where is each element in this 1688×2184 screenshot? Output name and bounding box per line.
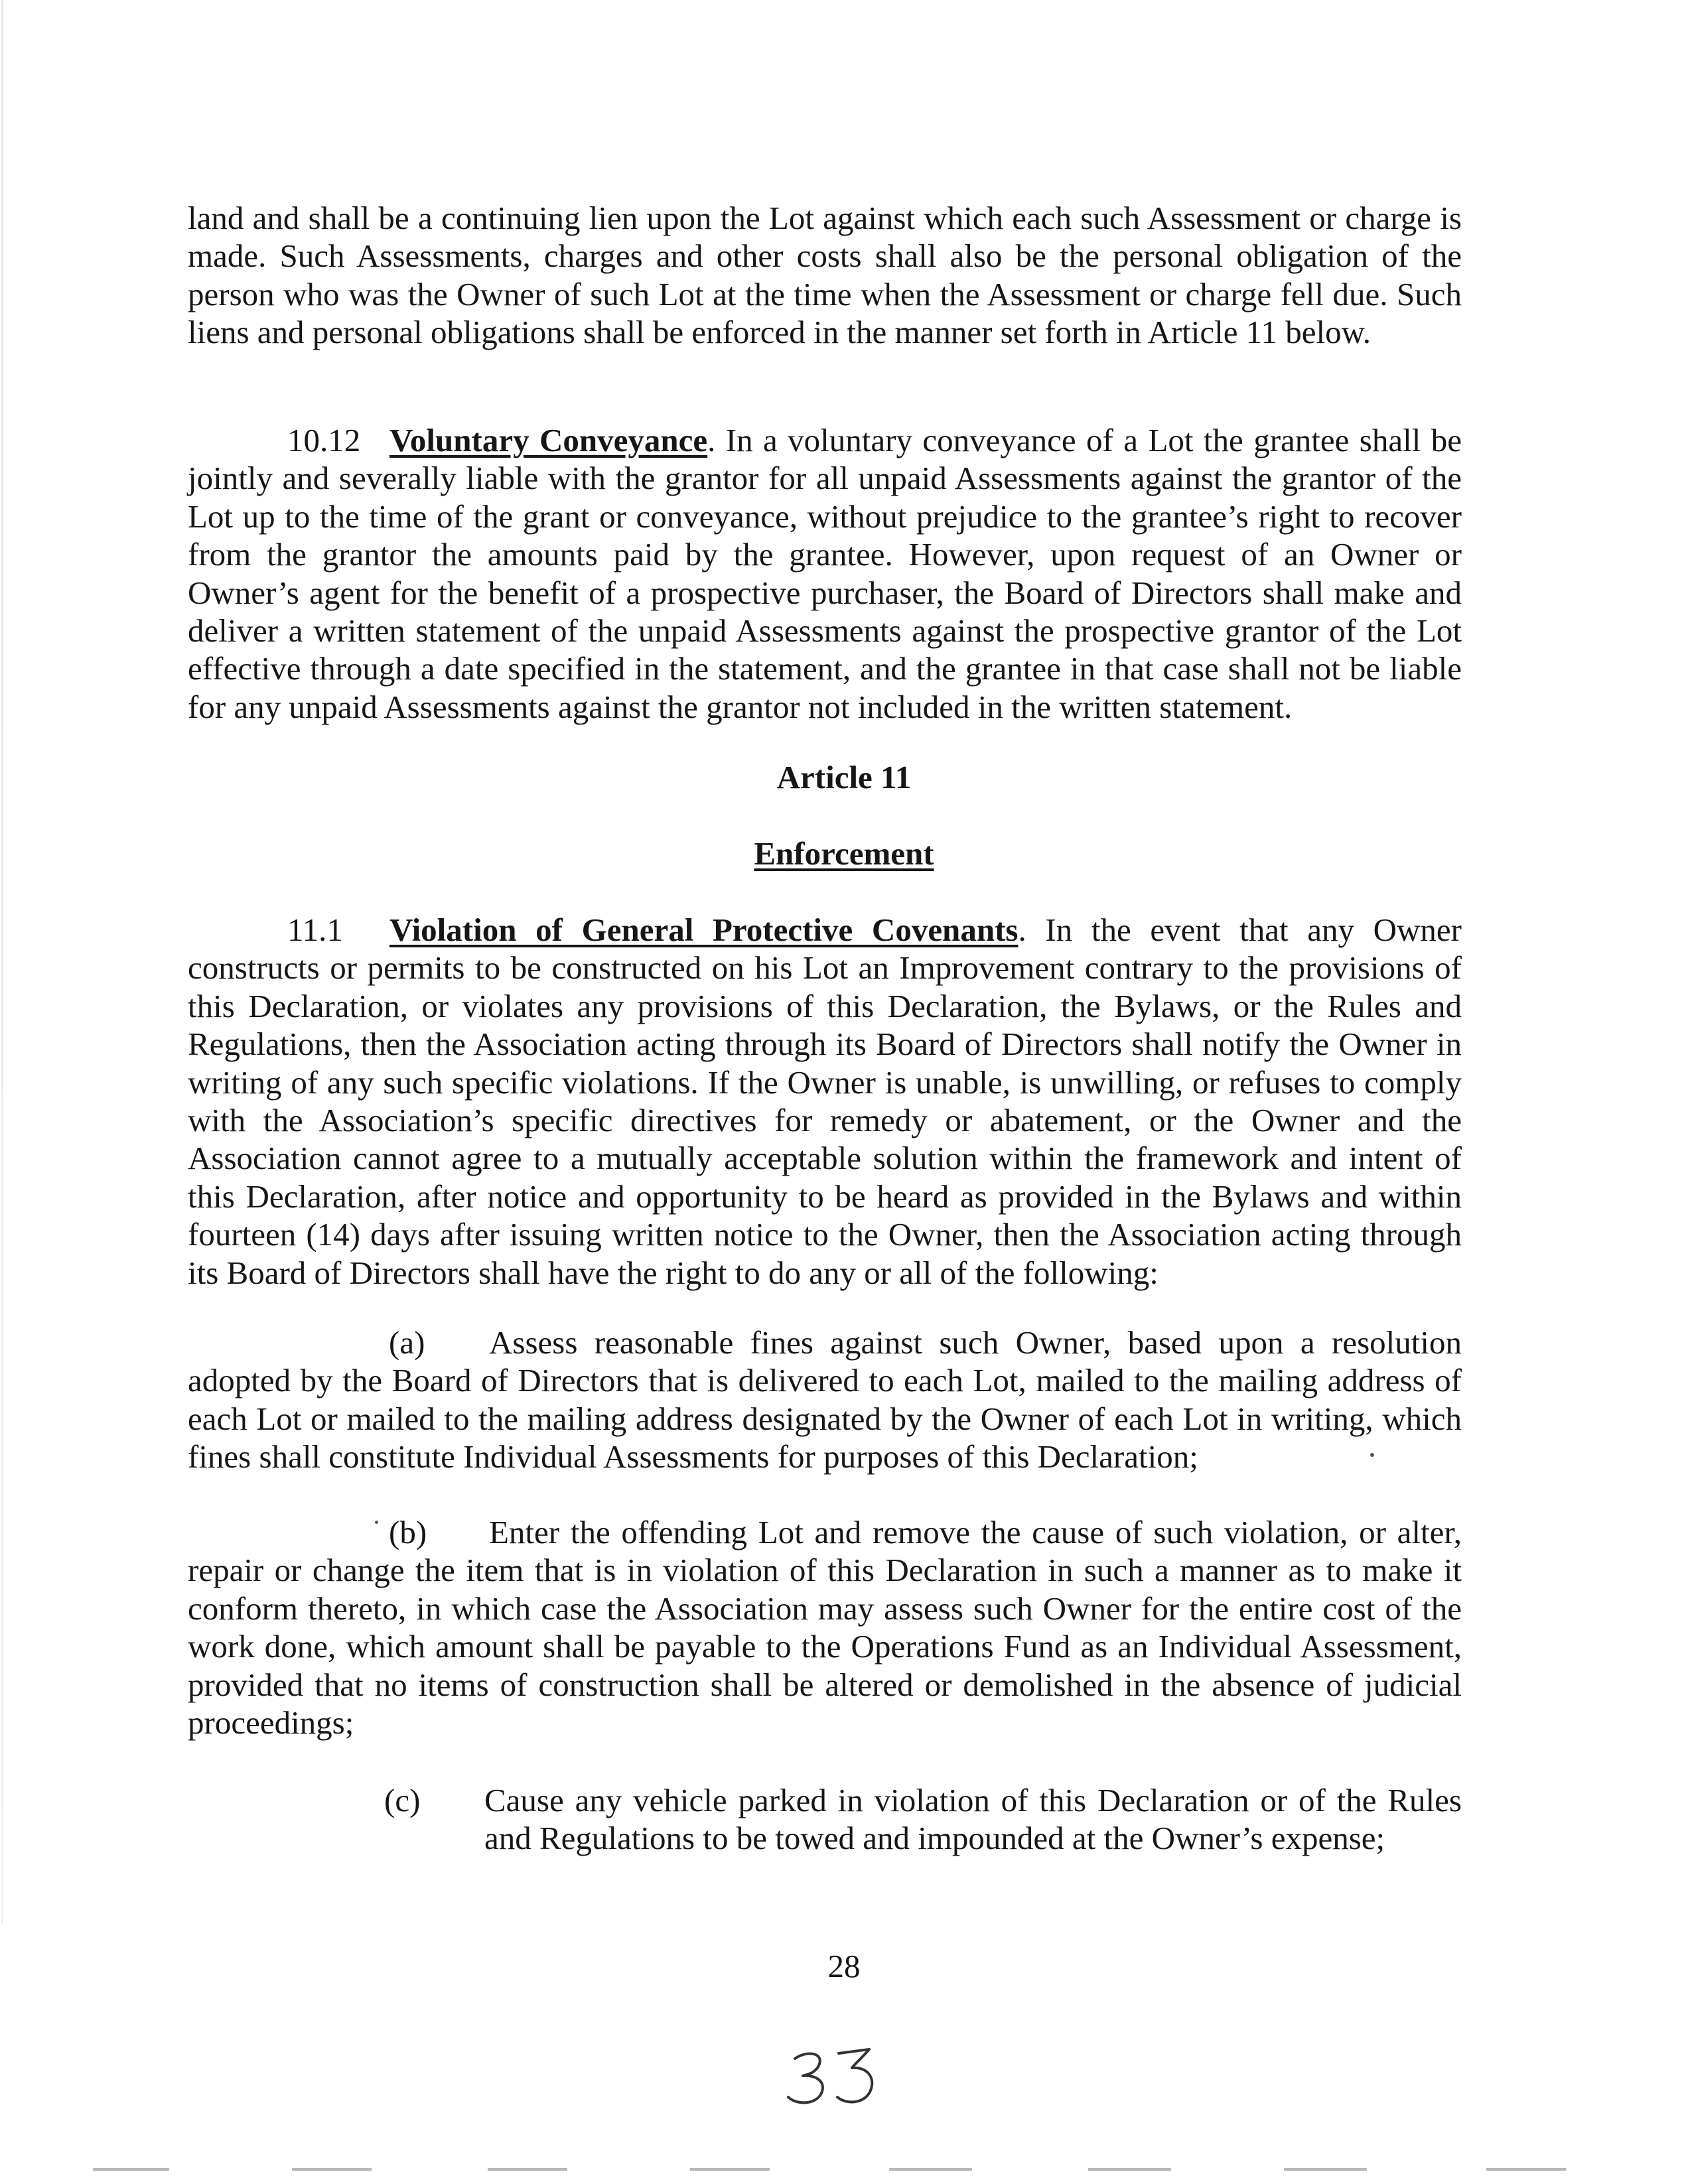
subitem-label: (c) <box>384 1782 421 1818</box>
article-heading: Article 11 <box>776 759 912 795</box>
section-title: Voluntary Conveyance <box>389 422 708 458</box>
paragraph-continuation-text: land and shall be a continuing lien upon the Lot against which each such Assessment or charge is made. Such Assessments, charges and other costs shall also be the personal obligation of the person who was the Owner of such Lot at the time when the Assessment or charge fell due. Such liens and personal obligations shall be enforced in the manner set forth in Article 11 below. <box>188 200 1462 351</box>
page-number: 28 <box>827 1948 861 1984</box>
subitem-a <box>188 1324 1462 1476</box>
subitem-label: (a) <box>389 1324 425 1361</box>
subitem-text: Cause any vehicle parked in violation of this Declaration or of the Rules and Regulations to be towed and impounded at the Owner’s expense; <box>484 1782 1462 1857</box>
subitem-c <box>384 1781 1462 1858</box>
section-body: . In a voluntary conveyance of a Lot the grantee shall be jointly and severally liable with the grantor for all unpaid Assessments against the grantor of the Lot up to the time of the grant or conveyance, without prejudice to the grantee’s right to recover from the grantor the amounts paid by the grantee. However, upon request of an Owner or Owner’s agent for the benefit of a prospective purchaser, the Board of Directors shall make and deliver a written statement of the unpaid Assessments against the prospective grantor of the Lot effective through a date specified in the statement, and the grantee in that case shall not be liable for any unpaid Assessments against the grantor not included in the written statement. <box>188 422 1462 725</box>
section-11-1 <box>188 911 1462 1292</box>
article-title <box>0 835 1688 872</box>
scan-edge-shadow <box>1 0 3 1924</box>
paragraph-continuation <box>188 199 1462 352</box>
footer-scan-rules <box>0 2168 1688 2172</box>
section-body: . In the event that any Owner constructs or permits to be constructed on his Lot an Improvement contrary to the provisions of this Declaration, or violates any provisions of this Declaration, the Bylaws, or the Rules and Regulations, then the Association acting through its Board of Directors shall notify the Owner in writing of any such specific violations. If the Owner is unable, is unwilling, or refuses to comply with the Association’s specific directives for remedy or abatement, or the Owner and the Association cannot agree to a mutually acceptable solution within the framework and intent of this Declaration, after notice and opportunity to be heard as provided in the Bylaws and within fourteen (14) days after issuing written notice to the Owner, then the Association acting through its Board of Directors shall have the right to do any or all of the following: <box>188 912 1462 1291</box>
handwritten-page-number <box>783 2040 889 2113</box>
subitem-b <box>188 1513 1462 1741</box>
article-title-text: Enforcement <box>754 835 934 872</box>
subitem-label: (b) <box>389 1514 427 1550</box>
section-title: Violation of General Protective Covenants <box>389 912 1019 948</box>
subitem-text: Enter the offending Lot and remove the cause of such violation, or alter, repair or change the item that is in violation of this Declaration in such a manner as to make it conform thereto, in which case the Association may assess such Owner for the entire cost of the work done, which amount shall be payable to the Operations Fund as an Individual Assessment, provided that no items of construction shall be altered or demolished in the absence of judicial proceedings; <box>188 1514 1462 1741</box>
section-number: 11.1 <box>287 912 343 948</box>
section-number: 10.12 <box>287 422 361 458</box>
scan-speck <box>375 1521 378 1524</box>
subitem-text: Assess reasonable fines against such Owner, based upon a resolution adopted by the Board of Directors that is delivered to each Lot, mailed to the mailing address of each Lot or mailed to the mailing address designated by the Owner of each Lot in writing, which fines shall constitute Individual Assessments for purposes of this Declaration; <box>188 1324 1462 1475</box>
scan-speck <box>1370 1453 1374 1457</box>
section-10-12 <box>188 421 1462 726</box>
